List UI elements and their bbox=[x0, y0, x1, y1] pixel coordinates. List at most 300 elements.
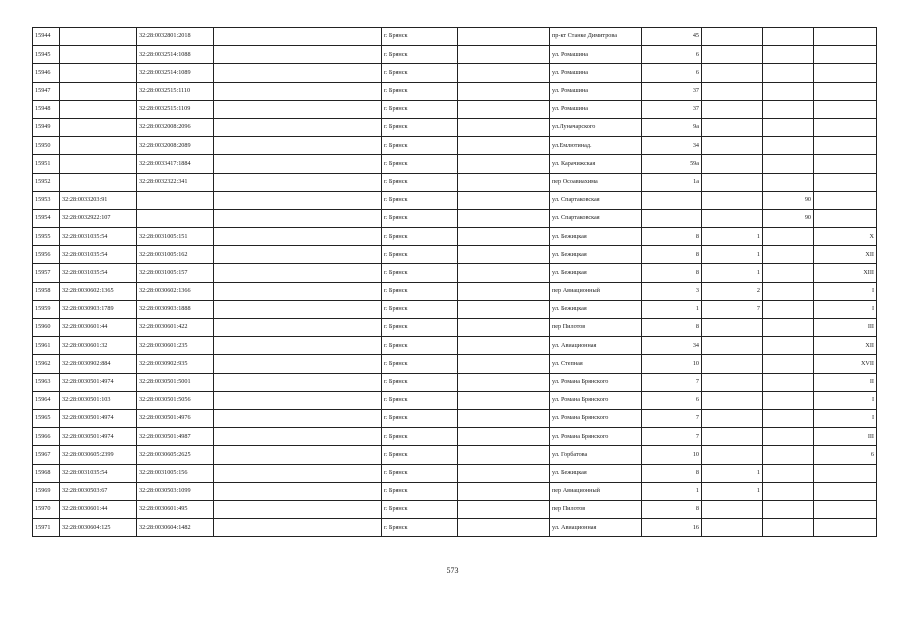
row-number-cell: 15966 bbox=[33, 428, 60, 446]
cadastral-number-cell: 32:28:0030501:4976 bbox=[137, 409, 214, 427]
empty-column-2-cell bbox=[458, 137, 550, 155]
building-number-cell: 7 bbox=[702, 300, 763, 318]
empty-column-cell bbox=[214, 46, 382, 64]
parent-cadastral-number-cell: 32:28:0031035:54 bbox=[60, 464, 137, 482]
apartment-number-cell: I bbox=[814, 409, 877, 427]
empty-column-2-cell bbox=[458, 246, 550, 264]
row-number-cell: 15950 bbox=[33, 137, 60, 155]
empty-column-cell bbox=[214, 373, 382, 391]
cadastral-number-cell bbox=[137, 209, 214, 227]
parent-cadastral-number-cell bbox=[60, 28, 137, 46]
building-number-cell bbox=[702, 209, 763, 227]
cadastral-number-cell: 32:28:0031005:156 bbox=[137, 464, 214, 482]
house-number-cell: 45 bbox=[642, 28, 702, 46]
cadastral-number-cell: 32:28:0032322:341 bbox=[137, 173, 214, 191]
parent-cadastral-number-cell: 32:28:0030902:884 bbox=[60, 355, 137, 373]
parent-cadastral-number-cell: 32:28:0030605:2399 bbox=[60, 446, 137, 464]
house-number-cell bbox=[642, 191, 702, 209]
apartment-number-cell bbox=[814, 137, 877, 155]
apartment-number-cell: XII bbox=[814, 246, 877, 264]
apartment-number-cell: I bbox=[814, 391, 877, 409]
building-number-cell bbox=[702, 155, 763, 173]
table-row bbox=[33, 118, 877, 136]
row-number-cell: 15953 bbox=[33, 191, 60, 209]
row-number-cell: 15961 bbox=[33, 337, 60, 355]
street-cell: ул. Бежицкая bbox=[550, 300, 642, 318]
parent-cadastral-number-cell: 32:28:0030602:1365 bbox=[60, 282, 137, 300]
empty-column-2-cell bbox=[458, 482, 550, 500]
building-number-cell bbox=[702, 82, 763, 100]
street-cell: пр-кт Станке Димитрова bbox=[550, 28, 642, 46]
empty-column-2-cell bbox=[458, 282, 550, 300]
parent-cadastral-number-cell: 32:28:0033203:91 bbox=[60, 191, 137, 209]
row-number-cell: 15954 bbox=[33, 209, 60, 227]
empty-column-2-cell bbox=[458, 82, 550, 100]
row-number-cell: 15946 bbox=[33, 64, 60, 82]
cadastral-number-cell: 32:28:0030503:1099 bbox=[137, 482, 214, 500]
table-row bbox=[33, 446, 877, 464]
house-number-cell: 1а bbox=[642, 173, 702, 191]
city-cell: г. Брянск bbox=[382, 446, 458, 464]
parent-cadastral-number-cell: 32:28:0030501:103 bbox=[60, 391, 137, 409]
house-number-cell: 1 bbox=[642, 482, 702, 500]
empty-column-cell bbox=[214, 64, 382, 82]
structure-number-cell bbox=[763, 246, 814, 264]
empty-column-2-cell bbox=[458, 155, 550, 173]
house-number-cell: 37 bbox=[642, 82, 702, 100]
cadastral-number-cell: 32:28:0031005:151 bbox=[137, 228, 214, 246]
street-cell: ул. Бежицкая bbox=[550, 264, 642, 282]
house-number-cell: 16 bbox=[642, 519, 702, 537]
street-cell: пер Авиационный bbox=[550, 282, 642, 300]
row-number-cell: 15959 bbox=[33, 300, 60, 318]
parent-cadastral-number-cell: 32:28:0030503:67 bbox=[60, 482, 137, 500]
street-cell: ул. Романа Брянского bbox=[550, 373, 642, 391]
parent-cadastral-number-cell bbox=[60, 82, 137, 100]
street-cell: ул. Бежицкая bbox=[550, 228, 642, 246]
street-cell: ул. Карачижская bbox=[550, 155, 642, 173]
street-cell: ул. Бежицкая bbox=[550, 246, 642, 264]
apartment-number-cell: XII bbox=[814, 337, 877, 355]
house-number-cell: 37 bbox=[642, 100, 702, 118]
house-number-cell: 8 bbox=[642, 464, 702, 482]
table-row bbox=[33, 246, 877, 264]
street-cell: пер Пилотов bbox=[550, 319, 642, 337]
empty-column-cell bbox=[214, 264, 382, 282]
apartment-number-cell: XVII bbox=[814, 355, 877, 373]
empty-column-cell bbox=[214, 118, 382, 136]
cadastral-number-cell: 32:28:0031005:162 bbox=[137, 246, 214, 264]
city-cell: г. Брянск bbox=[382, 209, 458, 227]
building-number-cell: 1 bbox=[702, 246, 763, 264]
empty-column-cell bbox=[214, 28, 382, 46]
table-row bbox=[33, 64, 877, 82]
building-number-cell bbox=[702, 137, 763, 155]
structure-number-cell bbox=[763, 173, 814, 191]
street-cell: ул. Ромашина bbox=[550, 100, 642, 118]
row-number-cell: 15963 bbox=[33, 373, 60, 391]
empty-column-cell bbox=[214, 391, 382, 409]
empty-column-2-cell bbox=[458, 409, 550, 427]
row-number-cell: 15969 bbox=[33, 482, 60, 500]
cadastral-number-cell: 32:28:0031005:157 bbox=[137, 264, 214, 282]
street-cell: ул. Ромашина bbox=[550, 46, 642, 64]
apartment-number-cell bbox=[814, 100, 877, 118]
city-cell: г. Брянск bbox=[382, 191, 458, 209]
row-number-cell: 15944 bbox=[33, 28, 60, 46]
cadastral-number-cell: 32:28:0030903:1888 bbox=[137, 300, 214, 318]
house-number-cell: 6 bbox=[642, 46, 702, 64]
structure-number-cell bbox=[763, 446, 814, 464]
apartment-number-cell: II bbox=[814, 373, 877, 391]
structure-number-cell bbox=[763, 319, 814, 337]
parent-cadastral-number-cell bbox=[60, 64, 137, 82]
building-number-cell bbox=[702, 519, 763, 537]
row-number-cell: 15960 bbox=[33, 319, 60, 337]
apartment-number-cell bbox=[814, 118, 877, 136]
empty-column-cell bbox=[214, 300, 382, 318]
empty-column-cell bbox=[214, 191, 382, 209]
house-number-cell: 59а bbox=[642, 155, 702, 173]
city-cell: г. Брянск bbox=[382, 264, 458, 282]
cadastral-number-cell: 32:28:0032514:1088 bbox=[137, 46, 214, 64]
cadastral-number-cell: 32:28:0032801:2018 bbox=[137, 28, 214, 46]
empty-column-2-cell bbox=[458, 319, 550, 337]
empty-column-2-cell bbox=[458, 519, 550, 537]
empty-column-cell bbox=[214, 337, 382, 355]
table-row bbox=[33, 319, 877, 337]
apartment-number-cell bbox=[814, 500, 877, 518]
table-row bbox=[33, 173, 877, 191]
table-row bbox=[33, 409, 877, 427]
structure-number-cell bbox=[763, 118, 814, 136]
city-cell: г. Брянск bbox=[382, 300, 458, 318]
structure-number-cell bbox=[763, 264, 814, 282]
structure-number-cell bbox=[763, 355, 814, 373]
parent-cadastral-number-cell: 32:28:0030601:44 bbox=[60, 500, 137, 518]
building-number-cell bbox=[702, 409, 763, 427]
table-row bbox=[33, 282, 877, 300]
parent-cadastral-number-cell bbox=[60, 173, 137, 191]
building-number-cell bbox=[702, 191, 763, 209]
structure-number-cell bbox=[763, 409, 814, 427]
structure-number-cell bbox=[763, 482, 814, 500]
street-cell: ул. Ромашина bbox=[550, 64, 642, 82]
structure-number-cell bbox=[763, 337, 814, 355]
structure-number-cell bbox=[763, 228, 814, 246]
empty-column-cell bbox=[214, 228, 382, 246]
cadastral-number-cell: 32:28:0030501:5056 bbox=[137, 391, 214, 409]
cadastral-number-cell: 32:28:0032514:1089 bbox=[137, 64, 214, 82]
street-cell: ул. Авиационная bbox=[550, 519, 642, 537]
apartment-number-cell bbox=[814, 82, 877, 100]
city-cell: г. Брянск bbox=[382, 482, 458, 500]
table-row bbox=[33, 264, 877, 282]
building-number-cell: 1 bbox=[702, 264, 763, 282]
empty-column-2-cell bbox=[458, 228, 550, 246]
parent-cadastral-number-cell bbox=[60, 100, 137, 118]
house-number-cell: 10 bbox=[642, 446, 702, 464]
house-number-cell: 6 bbox=[642, 391, 702, 409]
structure-number-cell bbox=[763, 300, 814, 318]
parent-cadastral-number-cell: 32:28:0030501:4974 bbox=[60, 373, 137, 391]
street-cell: ул. Ромашина bbox=[550, 82, 642, 100]
structure-number-cell bbox=[763, 391, 814, 409]
empty-column-2-cell bbox=[458, 337, 550, 355]
table-row bbox=[33, 191, 877, 209]
table-row bbox=[33, 155, 877, 173]
row-number-cell: 15952 bbox=[33, 173, 60, 191]
row-number-cell: 15971 bbox=[33, 519, 60, 537]
parent-cadastral-number-cell: 32:28:0031035:54 bbox=[60, 246, 137, 264]
house-number-cell: 34 bbox=[642, 137, 702, 155]
cadastral-number-cell bbox=[137, 191, 214, 209]
table-row bbox=[33, 337, 877, 355]
empty-column-2-cell bbox=[458, 173, 550, 191]
apartment-number-cell bbox=[814, 173, 877, 191]
building-number-cell bbox=[702, 319, 763, 337]
city-cell: г. Брянск bbox=[382, 118, 458, 136]
empty-column-cell bbox=[214, 319, 382, 337]
apartment-number-cell: I bbox=[814, 282, 877, 300]
building-number-cell bbox=[702, 446, 763, 464]
structure-number-cell bbox=[763, 373, 814, 391]
apartment-number-cell bbox=[814, 482, 877, 500]
street-cell: ул. Бежицкая bbox=[550, 464, 642, 482]
table-row bbox=[33, 373, 877, 391]
structure-number-cell bbox=[763, 46, 814, 64]
row-number-cell: 15962 bbox=[33, 355, 60, 373]
building-number-cell bbox=[702, 28, 763, 46]
house-number-cell: 34 bbox=[642, 337, 702, 355]
city-cell: г. Брянск bbox=[382, 519, 458, 537]
row-number-cell: 15955 bbox=[33, 228, 60, 246]
apartment-number-cell bbox=[814, 464, 877, 482]
house-number-cell: 7 bbox=[642, 428, 702, 446]
empty-column-2-cell bbox=[458, 464, 550, 482]
empty-column-cell bbox=[214, 355, 382, 373]
table-row bbox=[33, 228, 877, 246]
empty-column-2-cell bbox=[458, 28, 550, 46]
city-cell: г. Брянск bbox=[382, 155, 458, 173]
empty-column-2-cell bbox=[458, 373, 550, 391]
street-cell: ул. Горбатова bbox=[550, 446, 642, 464]
apartment-number-cell bbox=[814, 46, 877, 64]
house-number-cell: 7 bbox=[642, 409, 702, 427]
empty-column-2-cell bbox=[458, 100, 550, 118]
parent-cadastral-number-cell: 32:28:0030601:44 bbox=[60, 319, 137, 337]
cadastral-number-cell: 32:28:0030601:235 bbox=[137, 337, 214, 355]
street-cell: ул. Романа Брянского bbox=[550, 409, 642, 427]
building-number-cell bbox=[702, 173, 763, 191]
house-number-cell: 8 bbox=[642, 246, 702, 264]
street-cell: ул. Спартаковская bbox=[550, 209, 642, 227]
parent-cadastral-number-cell: 32:28:0030604:125 bbox=[60, 519, 137, 537]
empty-column-cell bbox=[214, 100, 382, 118]
building-number-cell bbox=[702, 64, 763, 82]
table-row bbox=[33, 300, 877, 318]
table-row bbox=[33, 100, 877, 118]
table-row bbox=[33, 391, 877, 409]
empty-column-cell bbox=[214, 155, 382, 173]
row-number-cell: 15968 bbox=[33, 464, 60, 482]
apartment-number-cell: III bbox=[814, 319, 877, 337]
empty-column-cell bbox=[214, 246, 382, 264]
house-number-cell: 1 bbox=[642, 300, 702, 318]
empty-column-2-cell bbox=[458, 118, 550, 136]
house-number-cell: 8 bbox=[642, 319, 702, 337]
street-cell: ул.Емлютинад. bbox=[550, 137, 642, 155]
row-number-cell: 15949 bbox=[33, 118, 60, 136]
row-number-cell: 15951 bbox=[33, 155, 60, 173]
building-number-cell bbox=[702, 391, 763, 409]
cadastral-number-cell: 32:28:0032008:2089 bbox=[137, 137, 214, 155]
empty-column-cell bbox=[214, 519, 382, 537]
table-row bbox=[33, 519, 877, 537]
street-cell: ул.Луначарского bbox=[550, 118, 642, 136]
apartment-number-cell bbox=[814, 209, 877, 227]
city-cell: г. Брянск bbox=[382, 337, 458, 355]
empty-column-cell bbox=[214, 82, 382, 100]
parent-cadastral-number-cell bbox=[60, 137, 137, 155]
empty-column-2-cell bbox=[458, 300, 550, 318]
row-number-cell: 15964 bbox=[33, 391, 60, 409]
structure-number-cell bbox=[763, 519, 814, 537]
empty-column-2-cell bbox=[458, 209, 550, 227]
house-number-cell: 8 bbox=[642, 228, 702, 246]
street-cell: пер Осоавиахима bbox=[550, 173, 642, 191]
cadastral-number-cell: 32:28:0033417:1884 bbox=[137, 155, 214, 173]
empty-column-cell bbox=[214, 409, 382, 427]
cadastral-number-cell: 32:28:0030501:4987 bbox=[137, 428, 214, 446]
city-cell: г. Брянск bbox=[382, 355, 458, 373]
apartment-number-cell bbox=[814, 519, 877, 537]
street-cell: пер Пилотов bbox=[550, 500, 642, 518]
row-number-cell: 15970 bbox=[33, 500, 60, 518]
empty-column-2-cell bbox=[458, 391, 550, 409]
structure-number-cell: 90 bbox=[763, 209, 814, 227]
row-number-cell: 15947 bbox=[33, 82, 60, 100]
building-number-cell bbox=[702, 428, 763, 446]
city-cell: г. Брянск bbox=[382, 282, 458, 300]
street-cell: пер Авиационный bbox=[550, 482, 642, 500]
city-cell: г. Брянск bbox=[382, 137, 458, 155]
empty-column-2-cell bbox=[458, 191, 550, 209]
page-number: 573 bbox=[446, 566, 459, 575]
empty-column-2-cell bbox=[458, 500, 550, 518]
house-number-cell: 9а bbox=[642, 118, 702, 136]
apartment-number-cell: X bbox=[814, 228, 877, 246]
city-cell: г. Брянск bbox=[382, 319, 458, 337]
row-number-cell: 15967 bbox=[33, 446, 60, 464]
cadastral-number-cell: 32:28:0030601:495 bbox=[137, 500, 214, 518]
empty-column-2-cell bbox=[458, 64, 550, 82]
empty-column-cell bbox=[214, 209, 382, 227]
structure-number-cell bbox=[763, 28, 814, 46]
registry-table bbox=[32, 27, 877, 537]
cadastral-number-cell: 32:28:0030605:2625 bbox=[137, 446, 214, 464]
structure-number-cell bbox=[763, 428, 814, 446]
table-row bbox=[33, 28, 877, 46]
street-cell: ул. Романа Брянского bbox=[550, 391, 642, 409]
table-row bbox=[33, 209, 877, 227]
structure-number-cell bbox=[763, 100, 814, 118]
city-cell: г. Брянск bbox=[382, 46, 458, 64]
apartment-number-cell: 6 bbox=[814, 446, 877, 464]
city-cell: г. Брянск bbox=[382, 228, 458, 246]
apartment-number-cell: III bbox=[814, 428, 877, 446]
parent-cadastral-number-cell bbox=[60, 46, 137, 64]
row-number-cell: 15948 bbox=[33, 100, 60, 118]
empty-column-cell bbox=[214, 446, 382, 464]
row-number-cell: 15956 bbox=[33, 246, 60, 264]
row-number-cell: 15945 bbox=[33, 46, 60, 64]
table-row bbox=[33, 464, 877, 482]
table-row bbox=[33, 46, 877, 64]
table-row bbox=[33, 428, 877, 446]
parent-cadastral-number-cell: 32:28:0031035:54 bbox=[60, 264, 137, 282]
city-cell: г. Брянск bbox=[382, 64, 458, 82]
building-number-cell: 1 bbox=[702, 464, 763, 482]
city-cell: г. Брянск bbox=[382, 500, 458, 518]
house-number-cell bbox=[642, 209, 702, 227]
city-cell: г. Брянск bbox=[382, 173, 458, 191]
building-number-cell bbox=[702, 118, 763, 136]
street-cell: ул. Авиационная bbox=[550, 337, 642, 355]
city-cell: г. Брянск bbox=[382, 464, 458, 482]
city-cell: г. Брянск bbox=[382, 428, 458, 446]
table-row bbox=[33, 82, 877, 100]
parent-cadastral-number-cell: 32:28:0030501:4974 bbox=[60, 409, 137, 427]
empty-column-cell bbox=[214, 464, 382, 482]
empty-column-2-cell bbox=[458, 355, 550, 373]
apartment-number-cell: I bbox=[814, 300, 877, 318]
building-number-cell bbox=[702, 100, 763, 118]
city-cell: г. Брянск bbox=[382, 100, 458, 118]
cadastral-number-cell: 32:28:0030601:422 bbox=[137, 319, 214, 337]
building-number-cell: 1 bbox=[702, 228, 763, 246]
table-row bbox=[33, 500, 877, 518]
structure-number-cell bbox=[763, 137, 814, 155]
empty-column-2-cell bbox=[458, 46, 550, 64]
building-number-cell bbox=[702, 337, 763, 355]
empty-column-cell bbox=[214, 428, 382, 446]
cadastral-number-cell: 32:28:0032515:1109 bbox=[137, 100, 214, 118]
building-number-cell bbox=[702, 373, 763, 391]
table-row bbox=[33, 355, 877, 373]
cadastral-number-cell: 32:28:0032008:2096 bbox=[137, 118, 214, 136]
parent-cadastral-number-cell: 32:28:0032922:107 bbox=[60, 209, 137, 227]
building-number-cell bbox=[702, 500, 763, 518]
apartment-number-cell bbox=[814, 28, 877, 46]
building-number-cell bbox=[702, 46, 763, 64]
structure-number-cell bbox=[763, 82, 814, 100]
empty-column-cell bbox=[214, 137, 382, 155]
house-number-cell: 8 bbox=[642, 500, 702, 518]
cadastral-number-cell: 32:28:0030501:5001 bbox=[137, 373, 214, 391]
empty-column-cell bbox=[214, 482, 382, 500]
city-cell: г. Брянск bbox=[382, 409, 458, 427]
cadastral-number-cell: 32:28:0030902:935 bbox=[137, 355, 214, 373]
city-cell: г. Брянск bbox=[382, 82, 458, 100]
structure-number-cell: 90 bbox=[763, 191, 814, 209]
empty-column-cell bbox=[214, 500, 382, 518]
parent-cadastral-number-cell: 32:28:0030501:4974 bbox=[60, 428, 137, 446]
parent-cadastral-number-cell bbox=[60, 118, 137, 136]
row-number-cell: 15965 bbox=[33, 409, 60, 427]
parent-cadastral-number-cell: 32:28:0031035:54 bbox=[60, 228, 137, 246]
city-cell: г. Брянск bbox=[382, 373, 458, 391]
